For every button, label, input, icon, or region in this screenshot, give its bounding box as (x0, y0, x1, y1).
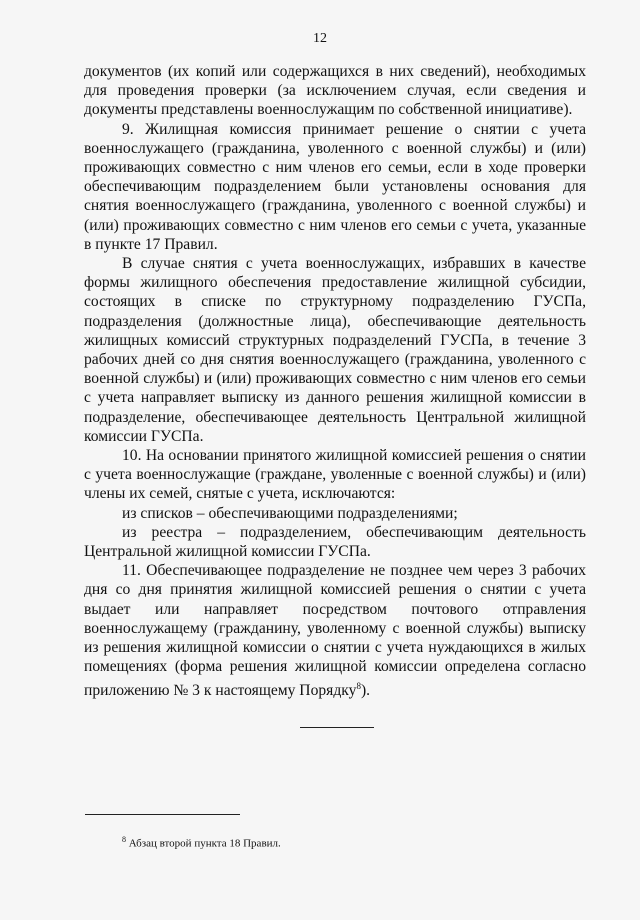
paragraph-from-lists: из списков – обеспечивающими подразделениями; (122, 504, 458, 522)
footnote (122, 835, 281, 850)
paragraph-item-11 (84, 561, 586, 700)
footnote-separator (85, 814, 240, 815)
paragraph-continuation: документов (их копий или содержащихся в них сведений), необходимых для проведения проверки (за исключением случая, если сведения и документы представлены военнослужащим по собственной инициативе). (84, 63, 586, 119)
document-body (84, 62, 586, 700)
page-number: 12 (313, 31, 327, 46)
footnote-reference: 8 (356, 680, 361, 691)
paragraph-item-10: 10. На основании принятого жилищной комиссией решения о снятии с учета военнослужащие (граждане, уволенные с военной службы) и (или) члены их семей, снятые с учета, исключаются: (84, 447, 586, 503)
paragraph-item-9: 9. Жилищная комиссия принимает решение о снятии с учета военнослужащего (гражданина, уволенного с военной службы) и (или) проживающих совместно с ним членов его семьи, если в ходе проверки обеспечивающим подразделением были установлены основания для снятия военнослужащего (гражданина, уволенного с военной службы) и (или) проживающих совместно с ним членов его семьи с учета, указанные в пункте 17 Правил. (84, 120, 586, 253)
end-separator (300, 727, 374, 728)
paragraph-from-register: из реестра – подразделением, обеспечивающим деятельность Центральной жилищной комиссии ГУСПа. (84, 523, 586, 561)
paragraph-subsidy-case: В случае снятия с учета военнослужащих, избравших в качестве формы жилищного обеспечения предоставление жилищной субсидии, состоящих в списке по структурному подразделению ГУСПа, подразделения (должностные лица), обеспечивающие деятельность жилищных комиссий структурных подразделений ГУСПа, в течение 3 рабочих дней со дня снятия военнослужащего (гражданина, уволенного с военной службы) и (или) проживающих совместно с ним членов его семьи с учета направляет выписку из данного решения жилищной комиссии в подразделение, обеспечивающее деятельность Центральной жилищной комиссии ГУСПа. (84, 255, 586, 445)
paragraph-item-11-tail: ). (360, 681, 371, 699)
paragraph-item-11-text: 11. Обеспечивающее подразделение не позднее чем через 3 рабочих дня со дня принятия жилищной комиссией решения о снятии с учета выдает или направляет посредством почтового отправления военнослужащему (гражданину, уволенному с военной службы) выписку из решения жилищной комиссии о снятии с учета нуждающихся в жилых помещениях (форма решения жилищной комиссии определена согласно приложению № 3 к настоящему Порядку (84, 562, 586, 699)
footnote-text: Абзац второй пункта 18 Правил. (126, 837, 281, 850)
footnote-marker: 8 (122, 835, 126, 844)
